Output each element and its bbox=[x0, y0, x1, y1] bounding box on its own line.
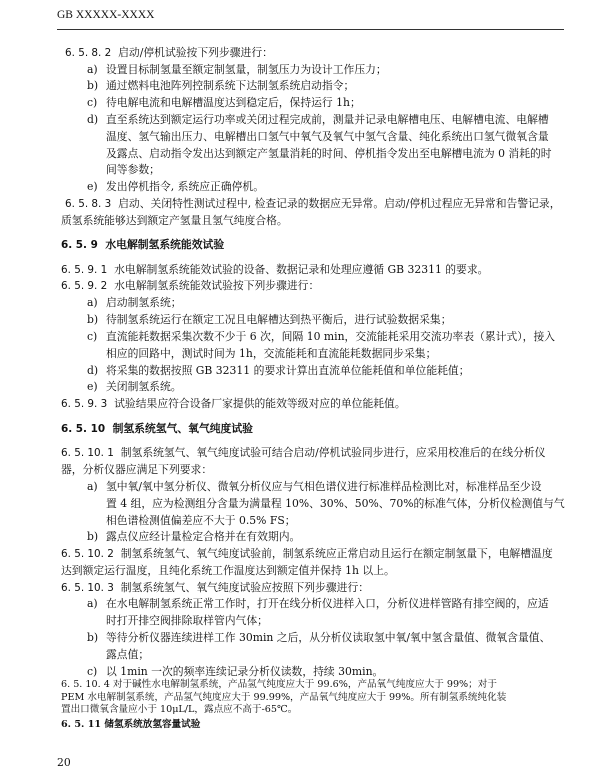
list-text-cont: 及露点、启动指令发出达到额定产氢量消耗的时间、停机指令发出至电解槽电流为 0 消耗的时 bbox=[106, 147, 552, 160]
list-marker: d) bbox=[87, 113, 99, 126]
list-text: 直至系统达到额定运行功率或关闭过程完成前，测量并记录电解槽电压、电解槽电流、电解槽 bbox=[106, 113, 549, 126]
doc-header-id: GB XXXXX-XXXX bbox=[57, 9, 155, 21]
header-rule bbox=[57, 29, 564, 30]
list-marker: b) bbox=[87, 313, 99, 326]
list-text: 通过燃料电池阵列控制系统下达制氢系统启动指令； bbox=[106, 79, 355, 92]
clause-number: 6. 5. 10. 1 bbox=[61, 447, 114, 459]
list-text: 以 1min 一次的频率连续记录分析仪读数，持续 30min。 bbox=[106, 665, 384, 678]
list-text-cont: 相应的回路中，测试时间为 1h，交流能耗和直流能耗数据同步采集； bbox=[106, 347, 437, 360]
list-text-cont: 时打开排空阀排除取样管内气体； bbox=[106, 614, 268, 627]
section-number: 6. 5. 10 bbox=[61, 423, 106, 435]
list-text-cont: 温度、氢气输出压力、电解槽出口氢气中氧气及氧气中氢气含量、纯化系统出口氢气微氧含量 bbox=[106, 130, 549, 143]
list-text: 待电解电流和电解槽温度达到稳定后，保持运行 1h； bbox=[106, 96, 361, 109]
clause-text-cont: 置出口微氧含量应小于 10μL/L，露点应不高于-65℃。 bbox=[61, 704, 298, 715]
clause-65104: 6. 5. 10. 4 对于碱性水电解制氢系统，产品氢气纯度应大于 99.6%，产品氧气纯度应大于 99%；对于 bbox=[61, 679, 497, 690]
list-text: 直流能耗数据采集次数不少于 6 次，间隔 10 min，交流能耗采用交流功率表（累计式），接入 bbox=[106, 330, 556, 343]
list-text-cont: 置 4 组，应为检测组分含量为满量程 10%、30%、50%、70%的标准气体，分析仪检测值与气 bbox=[106, 497, 565, 510]
section-6510 bbox=[61, 420, 553, 438]
list-text: 发出停机指令, 系统应正确停机。 bbox=[106, 180, 265, 193]
clause-text: 启动/停机试验按下列步骤进行： bbox=[118, 46, 273, 59]
list-marker: a) bbox=[87, 296, 98, 309]
clause-text-cont: 质氢系统能够达到额定产氢量且氢气纯度合格。 bbox=[61, 214, 288, 227]
list-marker: a) bbox=[87, 597, 98, 610]
list-marker: c) bbox=[87, 665, 98, 678]
section-title: 水电解制氢系统能效试验 bbox=[105, 238, 225, 251]
clause-text: 启动、关闭特性测试过程中, 检查记录的数据应无异常。启动/停机过程应无异常和告警记录， bbox=[118, 197, 561, 210]
clause-number: 6. 5. 8. 2 bbox=[65, 47, 112, 59]
list-text: 等待分析仪器连续进样工作 30min 之后，从分析仪读取氢中氧/氧中氢含量值、微氧含量值、 bbox=[106, 631, 551, 644]
list-marker: a) bbox=[87, 480, 98, 493]
clause-text: 制氢系统氢气、氧气纯度试验可结合启动/停机试验同步进行，应采用校准后的在线分析仪 bbox=[120, 446, 546, 459]
list-marker: d) bbox=[87, 364, 99, 377]
section-659 bbox=[61, 236, 553, 254]
list-text: 露点仪应经计量检定合格并在有效期内。 bbox=[106, 530, 301, 543]
clause-number: 6. 5. 9. 3 bbox=[61, 398, 108, 410]
clause-text: 试验结果应符合设备厂家提供的能效等级对应的单位能耗值。 bbox=[114, 397, 406, 410]
list-marker: b) bbox=[87, 631, 99, 644]
clause-6583 bbox=[65, 195, 561, 213]
clause-6593 bbox=[61, 395, 553, 413]
list-text-cont: 相色谱检测值偏差应不大于 0.5% FS； bbox=[106, 514, 296, 527]
clause-text: 水电解制氢系统能效试验按下列步骤进行： bbox=[114, 279, 320, 292]
clause-text-cont: 器，分析仪器应满足下列要求： bbox=[61, 463, 213, 476]
clause-text: 制氢系统氢气、氧气纯度试验前，制氢系统应正常启动且运行在额定制氢量下，电解槽温度 bbox=[120, 547, 553, 560]
list-marker: e) bbox=[87, 380, 98, 393]
list-text: 在水电解制氢系统正常工作时，打开在线分析仪进样入口，分析仪进样管路有排空阀的，应适 bbox=[106, 597, 549, 610]
list-text: 启动制氢系统； bbox=[106, 296, 182, 309]
clause-number: 6. 5. 9. 1 bbox=[61, 264, 108, 276]
list-marker: a) bbox=[87, 63, 98, 76]
clause-number: 6. 5. 10. 2 bbox=[61, 548, 114, 560]
clause-number: 6. 5. 9. 2 bbox=[61, 280, 108, 292]
clause-6582 bbox=[65, 44, 557, 62]
clause-text-cont: PEM 水电解制氢系统，产品氢气纯度应大于 99.99%，产品氧气纯度应大于 99%。所有制氢系统纯化装 bbox=[61, 691, 507, 703]
list-text: 将采集的数据按照 GB 32311 的要求计算出直流单位能耗值和单位能耗值； bbox=[106, 364, 470, 377]
list-marker: c) bbox=[87, 96, 98, 109]
clause-6592 bbox=[61, 277, 553, 295]
clause-number: 6. 5. 10. 3 bbox=[61, 582, 114, 594]
list-text: 氢中氧/氧中氢分析仪、微氧分析仪应与气相色谱仪进行标准样品检测比对，标准样品至少设 bbox=[106, 480, 542, 493]
clause-text-cont: 达到额定运行温度，且纯化系统工作温度达到额定值并保持 1h 以上。 bbox=[61, 564, 395, 577]
list-marker: b) bbox=[87, 530, 99, 543]
list-text: 待制氢系统运行在额定工况且电解槽达到热平衡后，进行试验数据采集； bbox=[106, 313, 452, 326]
section-6511: 6. 5. 11 储氢系统放氢容量试验 bbox=[61, 718, 201, 730]
list-text: 设置目标制氢量至额定制氢量，制氢压力为设计工作压力； bbox=[106, 63, 387, 76]
list-text: 关闭制氢系统。 bbox=[106, 380, 182, 393]
clause-text: 制氢系统氢气、氧气纯度试验应按照下列步骤进行： bbox=[120, 581, 370, 594]
section-title: 制氢系统氢气、氧气纯度试验 bbox=[112, 422, 253, 435]
clause-text: 水电解制氢系统能效试验的设备、数据记录和处理应遵循 GB 32311 的要求。 bbox=[114, 263, 489, 276]
page-number: 20 bbox=[57, 756, 71, 769]
list-text-cont: 露点值； bbox=[106, 648, 150, 661]
clause-65101 bbox=[61, 444, 553, 462]
list-marker: e) bbox=[87, 180, 98, 193]
clause-number: 6. 5. 8. 3 bbox=[65, 198, 112, 210]
list-marker: b) bbox=[87, 79, 99, 92]
list-text-cont: 间等参数； bbox=[106, 163, 160, 176]
clause-65102 bbox=[61, 545, 553, 563]
list-marker: c) bbox=[87, 330, 98, 343]
section-number: 6. 5. 9 bbox=[61, 239, 98, 251]
